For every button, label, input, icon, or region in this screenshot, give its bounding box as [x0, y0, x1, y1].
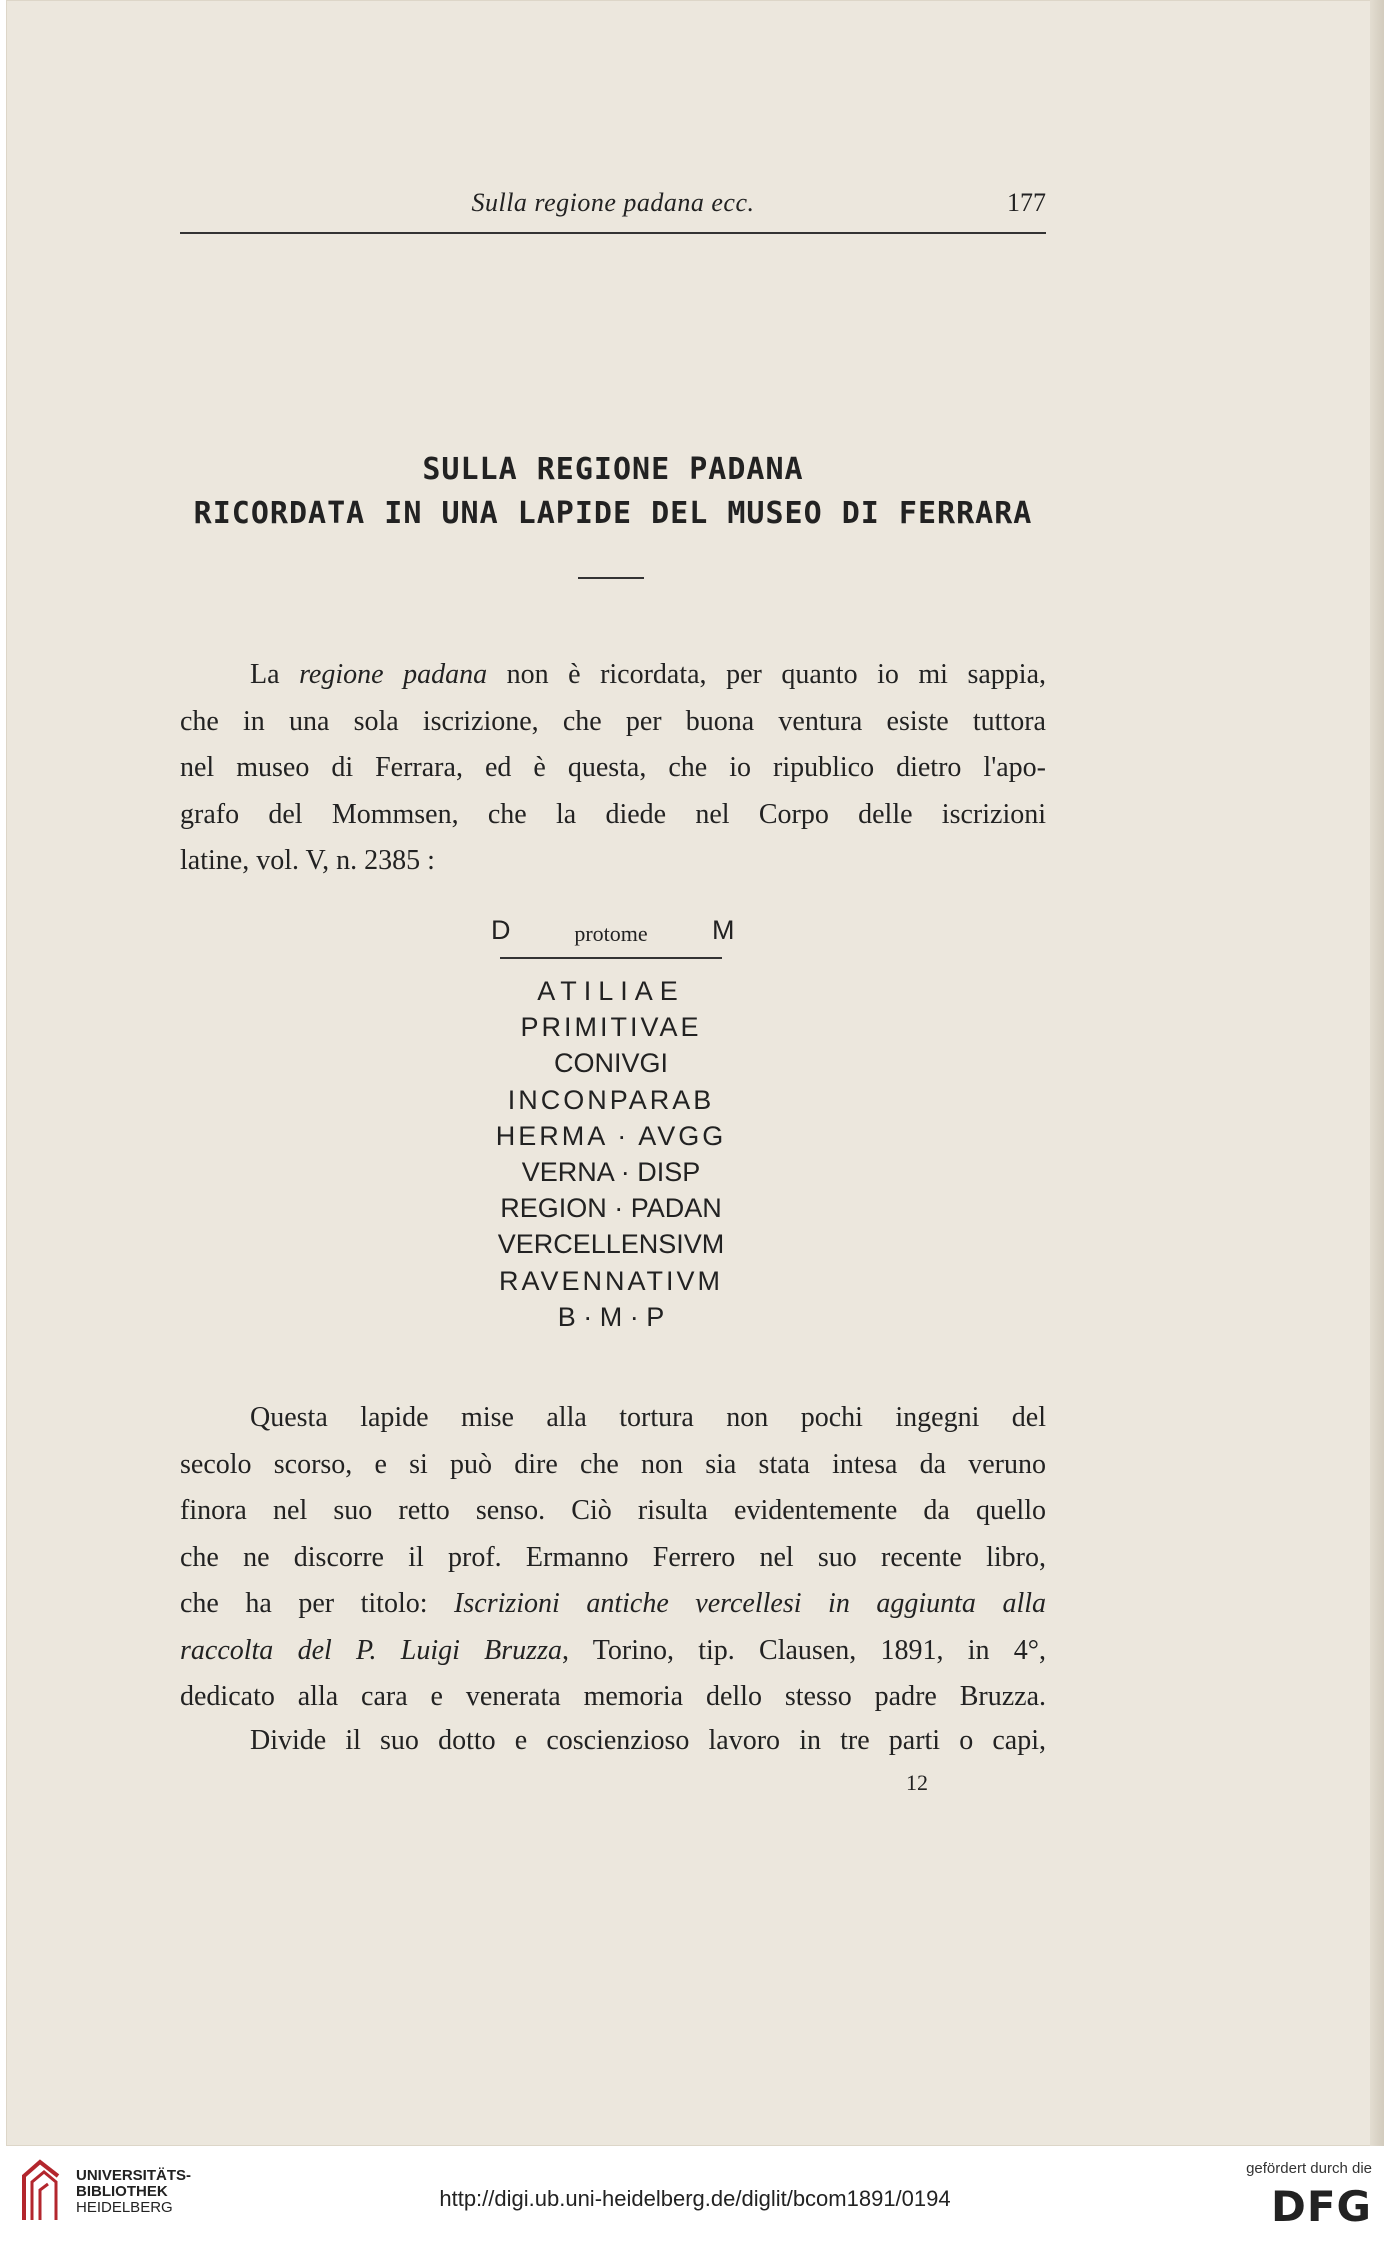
- inscription-letter-m: M: [712, 915, 735, 945]
- paragraph-2-line-1: Questa lapide mise alla tortura non pochi ingegni del: [250, 1402, 1046, 1433]
- inscription-line: VERNA · DISP: [521, 1156, 701, 1187]
- article-title-line-2: RICORDATA IN UNA LAPIDE DEL MUSEO DI FERRARA: [193, 496, 1033, 531]
- paragraph-2-line-5: [180, 1581, 1046, 1628]
- inscription-header: [436, 915, 786, 949]
- paragraph-3-line-1: Divide il suo dotto e coscienzioso lavoro in tre parti o capi,: [250, 1725, 1046, 1756]
- funded-by-label: gefördert durch die: [1246, 2160, 1372, 2177]
- paragraph-2-line-3: finora nel suo retto senso. Ciò risulta evidentemente da quello: [180, 1495, 1046, 1526]
- paragraph-1-line-4: grafo del Mommsen, che la diede nel Corpo delle iscrizioni: [180, 798, 1046, 830]
- text-run: che ha per titolo:: [180, 1588, 455, 1619]
- permalink-url[interactable]: http://digi.ub.uni-heidelberg.de/diglit/bcom1891/0194: [439, 2186, 951, 2211]
- running-header: [180, 180, 1046, 224]
- library-name-line-1: UNIVERSITÄTS-: [76, 2167, 192, 2184]
- title-rule: [578, 577, 644, 579]
- inscription-line: CONIVGI: [553, 1048, 668, 1079]
- header-rule: [180, 232, 1046, 234]
- paragraph-1: [180, 652, 1046, 885]
- library-name-line-2: BIBLIOTHEK: [76, 2183, 168, 2200]
- paragraph-1-line-3: nel museo di Ferrara, ed è questa, che io ripublico dietro l'apo-: [180, 752, 1046, 783]
- inscription-protome-label: protome: [574, 921, 648, 946]
- inscription-line: HERMA · AVGG: [495, 1120, 727, 1151]
- library-name-line-3: HEIDELBERG: [76, 2199, 173, 2216]
- inscription-rule: [500, 957, 722, 959]
- inscription-line: INCONPARAB: [507, 1084, 715, 1115]
- text-run: La: [250, 659, 300, 690]
- signature-mark: 12: [906, 1770, 928, 1795]
- article-title-line-1: SULLA REGIONE PADANA: [422, 452, 804, 487]
- paragraph-2-line-4: che ne discorre il prof. Ermanno Ferrero nel suo recente libro,: [180, 1541, 1046, 1573]
- paragraph-2-line-6: [180, 1628, 1046, 1675]
- inscription-line: PRIMITIVAE: [520, 1012, 702, 1043]
- inscription-line: B · M · P: [557, 1301, 665, 1332]
- page-number: 177: [1007, 188, 1046, 217]
- inscription-line: RAVENNATIVM: [498, 1265, 724, 1296]
- paragraph-1-line-1: [180, 652, 1046, 699]
- text-run: , Torino, tip. Clausen, 1891, in 4°,: [561, 1634, 1046, 1666]
- paragraph-1-line-5: latine, vol. V, n. 2385 :: [180, 845, 435, 876]
- text-run: non è ricordata, per quanto io mi sappia,: [487, 659, 1046, 690]
- inscription-line: ATILIAE: [537, 976, 685, 1006]
- paragraph-1-line-2: che in una sola iscrizione, che per buona ventura esiste tuttora: [180, 705, 1046, 737]
- italic-run: raccolta del P. Luigi Bruzza: [180, 1634, 562, 1666]
- dfg-logo: DFG: [1270, 2182, 1372, 2231]
- italic-run: regione padana: [299, 659, 488, 690]
- footer-bar: [0, 2146, 1390, 2241]
- italic-run: Iscrizioni antiche vercellesi in aggiunta alla: [454, 1588, 1046, 1619]
- paragraph-3: [180, 1718, 1046, 1765]
- inscription-line: REGION · PADAN: [500, 1193, 722, 1224]
- paragraph-2-line-7: dedicato alla cara e venerata memoria dello stesso padre Bruzza.: [180, 1681, 1046, 1712]
- paragraph-2-line-2: secolo scorso, e si può dire che non sia stata intesa da veruno: [180, 1448, 1046, 1480]
- paragraph-2: [180, 1395, 1046, 1721]
- scanned-page: [6, 0, 1384, 2146]
- running-title: Sulla regione padana ecc.: [471, 188, 755, 217]
- inscription-line: VERCELLENSIVM: [497, 1229, 725, 1260]
- inscription-letter-d: D: [491, 915, 511, 945]
- inscription: [436, 915, 786, 1335]
